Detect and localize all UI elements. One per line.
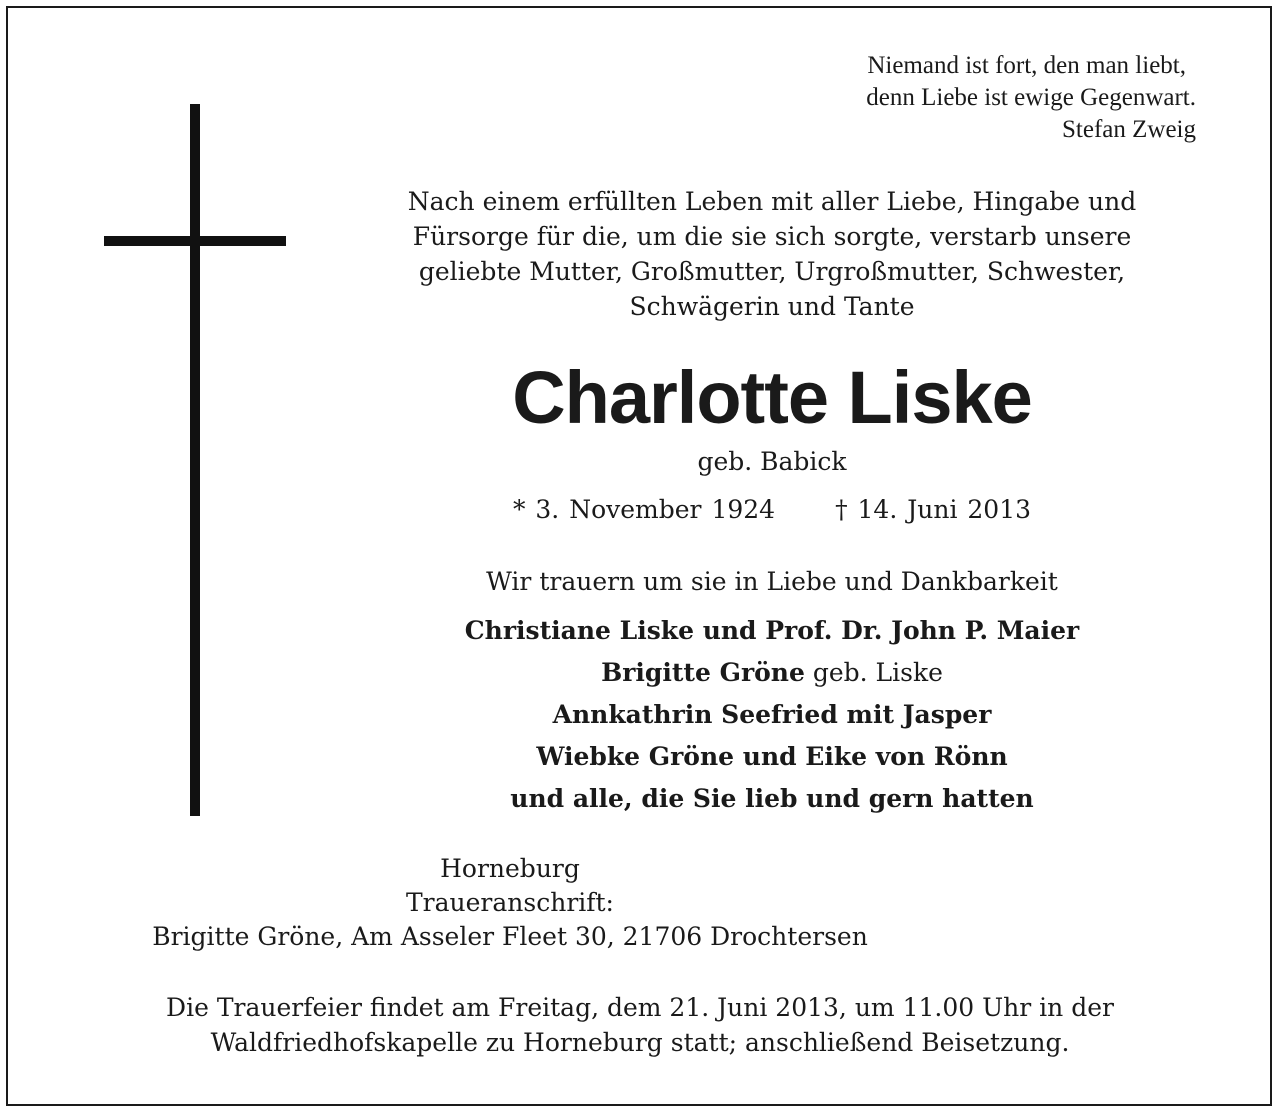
intro-line: Schwägerin und Tante — [629, 292, 915, 321]
address-label: Traueranschrift: — [406, 888, 614, 917]
quote-author: Stefan Zweig — [1062, 116, 1196, 143]
cross-vertical-bar — [190, 104, 200, 816]
family-list — [340, 610, 1204, 820]
family-member: Wiebke Gröne und Eike von Rönn — [536, 742, 1008, 771]
mourning-line: Wir trauern um sie in Liebe und Dankbarkeit — [486, 567, 1058, 596]
family-member: Annkathrin Seefried mit Jasper — [552, 700, 992, 729]
quote-line: Niemand ist fort, den man liebt, — [867, 52, 1186, 79]
life-dates — [340, 494, 1204, 526]
ceremony-line: Waldfriedhofskapelle zu Horneburg statt; anschließend Beisetzung. — [210, 1028, 1070, 1057]
family-member-note: geb. Liske — [804, 658, 943, 687]
intro-line: geliebte Mutter, Großmutter, Urgroßmutter, Schwester, — [418, 257, 1126, 286]
intro-line: Fürsorge für die, um die sie sich sorgte, verstarb unsere — [412, 222, 1132, 251]
birth-name: geb. Babick — [697, 447, 847, 476]
quote-line: denn Liebe ist ewige Gegenwart. — [866, 84, 1196, 111]
death-date: † 14. Juni 2013 — [835, 495, 1032, 524]
family-closing: und alle, die Sie lieb und gern hatten — [510, 784, 1034, 813]
family-member — [340, 652, 1204, 694]
quote-block — [866, 50, 1196, 146]
intro-line: Nach einem erfüllten Leben mit aller Liebe, Hingabe und — [407, 187, 1137, 216]
deceased-name: Charlotte Liske — [512, 356, 1032, 439]
address-street: Brigitte Gröne, Am Asseler Fleet 30, 21706 Drochtersen — [152, 922, 868, 951]
mourning-address — [100, 852, 1180, 954]
birth-date: * 3. November 1924 — [512, 495, 776, 524]
ceremony-info — [40, 990, 1240, 1060]
family-member: Christiane Liske und Prof. Dr. John P. Maier — [464, 616, 1080, 645]
intro-text — [340, 184, 1204, 324]
ceremony-line: Die Trauerfeier findet am Freitag, dem 21. Juni 2013, um 11.00 Uhr in der — [166, 993, 1114, 1022]
cross-horizontal-bar — [104, 236, 286, 246]
family-member-name: Brigitte Gröne — [601, 658, 805, 687]
address-place: Horneburg — [440, 854, 580, 883]
